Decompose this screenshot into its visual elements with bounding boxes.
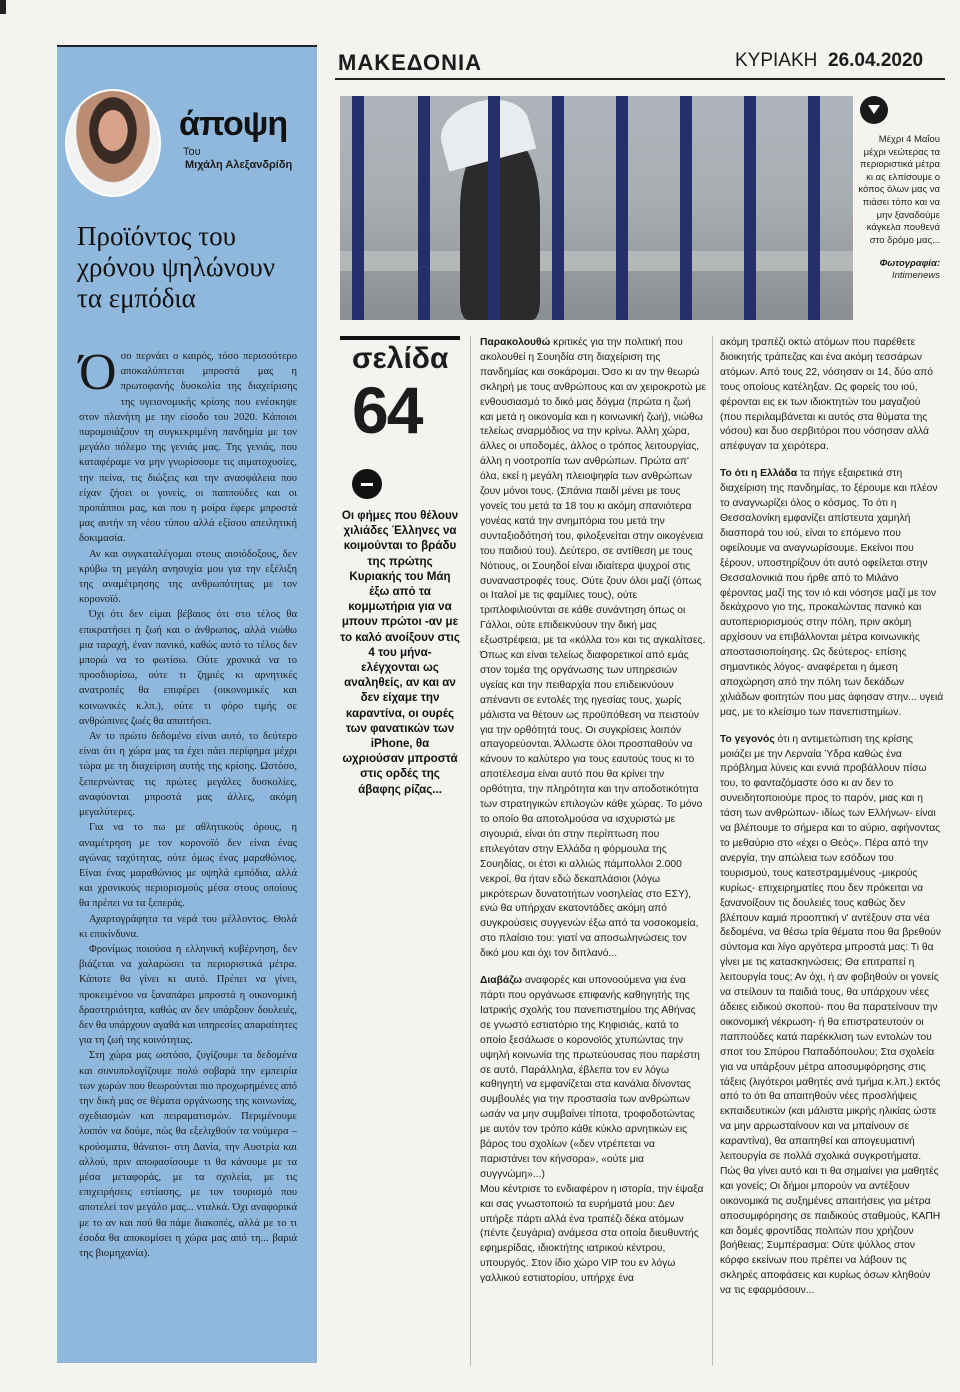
author-name: Μιχάλη Αλεξανδρίδη xyxy=(185,159,293,171)
header-rule xyxy=(335,78,945,80)
opinion-paragraph: Όχι ότι δεν είμαι βέβαιος ότι στο τέλος θα επικρατήσει η ζωή και ο άνθρωπος, αλλά νιώθω μια ταραχή, έναν πανικό, καθώς αυτό το τέλος δεν μπορώ να το φωτίσω. Ούτε χρονικά να το προσδιορίσω, ούτε τι ζημιές κι αρνητικές ανατροπές θα επιφέρει (οικονομικές και κοινωνικές κ.λπ.), ούτε τι φόρο τιμής σε ανθρώπινες ζωές θα απαιτήσει. xyxy=(79,609,297,727)
sidebar-rule xyxy=(340,336,460,340)
sidebar-text: Οι φήμες που θέλουν χιλιάδες Έλληνες να κοιμούνται το βράδυ της πρώτης Κυριακής του Μάη έξω από τα κομμωτήρια για να μπουν πρώτοι -αν με το καλό ανοίξουν στις 4 του μήνα- ελέγχονται ως αναληθείς, αν και αν δεν είχαμε την καραντίνα, οι ουρές των φανατικών των iPhone, θα ωχριούσαν μπροστά στις ορδές της άβαφης ρίζας... xyxy=(340,509,460,796)
fence-bar xyxy=(680,96,692,320)
fence-bar xyxy=(808,96,820,320)
column-divider xyxy=(712,336,713,1366)
byline-prefix: Του xyxy=(183,146,201,158)
photo-ground xyxy=(340,251,853,271)
opinion-paragraph: Στη χώρα μας ωστόσο, ζυγίζουμε τα δεδομένα και συνυπολογίζουμε πολύ σοβαρά την εμπειρία των χωρών που θεωρούνται πιο προχωρημένες από την δική μας σε θέματα οργάνωσης της κοινωνίας, σχεδιασμών και πειραματισμών. Περιμένουμε λοιπόν να δούμε, πώς θα εξελιχθούν τα νούμερα –κρούσματα, θάνατοι- στη Δανία, την Αυστρία και αλλού, πριν αποφασίσουμε τι θα κάνουμε με τα μέσα μεταφοράς, με τα σχολεία, με τις επιχειρήσεις εστίασης, με τον τουρισμό που αποτελεί τον μεγάλο μας... νταλκά. Όχι αναφορικά με το αν και πού θα πάμε διακοπές, αλλά με το τι έσοδα θα αποκομίσει η χώρα μας από τη... βαριά της βιομηχανία). xyxy=(79,1050,297,1259)
article-column-2 xyxy=(480,336,706,1299)
fence-bar xyxy=(418,96,430,320)
column-divider xyxy=(470,336,471,1366)
article-paragraph: Το γεγονός ότι η αντιμετώπιση της κρίσης μοιάζει με την Λερναία Ύδρα καθώς ένα πρόβλημα λύνεις και εννιά προβάλλουν πίσω του, το φανταζόμαστε όσο κι αν δεν το συνειδητοποιούμε προς το παρόν, μιας και η τάση των ανθρώπων- ιδίως των Ελλήνων- είναι να βλέπουμε το σήμερα και το αύριο, αφήνοντας το μεθαύριο στο «έχει ο Θεός». Πέρα από την ανεργία, την απώλεια των εσόδων του τουρισμού, τους κατεστραμμένους -μικρούς κυρίως- επιχειρηματίες που δεν πρόκειται να ξανανοίξουν τις δουλειές τους καθώς δεν βλέπουν καμιά προοπτική ν' αντέξουν στα νέα δεδομένα, να θέσω τρία θέματα που θα βρεθούν σύντομα και λίγο αργότερα μπροστά μας: Τι θα γίνει με τις κατασκηνώσεις; Θα επιτραπεί η λειτουργία τους; Αν όχι, ή αν φοβηθούν οι γονείς να στείλουν τα παιδιά τους, θα υπάρχουν νέες άδειες ειδικού σκοπού- που θα παρατείνουν την οικονομική νέκρωση- ή θα επιστρατευτούν οι παππούδες κατά παρέκκλιση των εντολών του σποτ του Σπύρου Παπαδόπουλου; Στα σχολεία για να υπάρξουν μέτρα αποσυμφόρησης στις τάξεις (λιγότεροι μαθητές ανά τμήμα κ.λπ.) εκτός από το ότι θα απαιτηθούν νέες προσλήψεις εκπαιδευτικών (και μάλιστα μικρής ηλικίας ώστε να μην αρρωσταίνουν και να μπαίνουν σε καραντίνα), θα απαιτηθεί και απογευματινή λειτουργία σε πολλά σχολικά συγκροτήματα. Πώς θα γίνει αυτό και τι θα σημαίνει για μαθητές και γονείς; Οι δήμοι μπορούν να αντέξουν οικονομικά τις αυξημένες απαιτήσεις για μέτρα αποσυμφόρησης σε παιδικούς σταθμούς, ΚΑΠΗ και δομές φροντίδας πολιτών που χρήζουν βοήθειας; Συμπέρασμα: Ούτε ψύλλος στον κόρφο εκείνων που πρέπει να λάβουν τις σκληρές αποφάσεις και κυρίως όσων κληθούν να τις εφαρμόσουν... xyxy=(720,733,941,1297)
opinion-paragraph: Όσο περνάει ο καιρός, τόσο περισσότερο αποκαλύπτεται μπροστά μας η πρωτοφανής δυσκολία της διαχείρισης της υγειονομικής κρίσης που ενέσκηψε στον πλανήτη με την είσοδο του 2020. Κάποιοι παρομοιάζουν τη συγκεκριμένη πανδημία με τον μεγάλο πόλεμο της γενιάς μας. Της γενιάς, που καταφέραμε να μην γνωρίσουμε τις αιματοχυσίες, την πείνα, τις διώξεις και την ανασφάλεια που είχαν ζήσει οι γονείς, οι παππούδες και οι προπάπποι μας, και που η μοίρα έφερε μπροστά μας αυτήν τη νέου τύπου αλλά εξίσου απειλητική δοκιμασία. xyxy=(79,344,297,545)
opinion-paragraph: Αν και συγκαταλέγομαι στους αισιόδοξους, δεν κρύβω τη μεγάλη ανησυχία μου για την εξέλιξη της αναμέτρησης της ανθρωπότητας με τον κορονοϊό. xyxy=(79,548,297,606)
drop-cap: Ό xyxy=(79,344,117,401)
opinion-body xyxy=(79,344,297,1261)
issue-date: 26.04.2020 xyxy=(828,50,924,71)
main-photo xyxy=(340,96,853,320)
fence-bar xyxy=(352,96,364,320)
section-title: ΜΑΚΕΔΟΝΙΑ xyxy=(338,50,482,75)
photo-credit: Intimenews xyxy=(891,270,940,281)
minus-icon xyxy=(352,469,382,499)
article-paragraph: Διαβάζω αναφορές και υπονοούμενα για ένα πάρτι που οργάνωσε επιφανής καθηγητής της Ιατρικής σχολής του πανεπιστημίου της Αθήνας σε γνωστό εστιατόριο της Κηφισιάς, κατά το οποίο ξεσάλωσε ο κορονοϊός χτυπώντας την υψηλή κοινωνία της πρωτεύουσας που παρέστη σε αυτό. Παράλληλα, έβλεπα τον εν λόγω καθηγητή να εμφανίζεται στα κανάλια δίνοντας συμβουλές για την προστασία των ανθρώπων ωσάν να μην συμβαίνει τίποτα, τροφοδοτώντας με αυτόν τον τρόπο κάθε κύκλο αρνητικών εις βάρος του σχολίων («δεν ντρέπεται να παριστάνει τον κήνσορα», «ούτε μια συγγνώμη»...) xyxy=(480,975,700,1180)
opinion-paragraph: Για να το πω με αθλητικούς όρους, η αναμέτρηση με τον κορονοϊό δεν είναι ένας αγώνας ταχύτητας, ούτε όμως ένας μαραθώνιος. Είναι ένας μαραθώνιος με υψηλά εμπόδια, αλλά και χρονικούς περιορισμούς μέσα στους οποίους θα πρέπει να τα ξεπεράς. xyxy=(79,822,297,910)
fence-bar xyxy=(488,96,500,320)
issue-day: ΚΥΡΙΑΚΗ xyxy=(735,50,818,71)
photo-credit-label: Φωτογραφία: xyxy=(879,258,940,269)
opinion-paragraph: Αχαρτογράφητα τα νερά του μέλλοντος. Θολά κι επικίνδυνα. xyxy=(79,913,297,940)
article-paragraph: Παρακολουθώ κριτικές για την πολιτική που ακολουθεί η Σουηδία στη διαχείριση της πανδημίας και σοκάρομαι. Όσο κι αν την θεωρώ σκληρή με τους ανθρώπους και αν χειροκροτώ με ενθουσιασμό το δικό μας δόγμα (πρώτα η ζωή και μετά η οικονομία και η κοινωνική ζωή), νιώθω τελείως αναρμόδιος να την κρίνω. Άλλη χώρα, άλλες οι υποδομές, άλλος ο τρόπος λειτουργίας, άλλη η νοοτροπία των ανθρώπων. Πρώτα απ' όλα, εκεί η μεγάλη πλειοψηφία των ανθρώπων ζουν μόνοι τους. (Σπάνια παιδί μένει με τους γονείς του μετά τα 18 του κι ακόμη σπανιότερα γονέας κατά την ανημπόρια του μετά την συνταξιοδότησή του, φιλοξενείται στην οικογένεια του παιδιού του). Δεύτερο, σε αντίθεση με τους Νότιους, οι Σουηδοί είναι ιδιαίτερα ψυχροί στις συναναστροφές τους. Ούτε ζουν όλοι μαζί (όπως οι Ιταλοί με τις φαμίλιες τους), ούτε τριπλοφιλιούνται σε κάθε συνάντηση όπως οι Γάλλοι, ούτε επιδεικνύουν την δική μας εξωστρέφεια, με τα «κόλλα το» και τις αγκαλίτσες. xyxy=(480,337,706,647)
photo-caption: Μέχρι 4 Μαΐου μέχρι νεώτερας τα περιοριστικά μέτρα κι ας ελπίσουμε ο κόπος όλων μας να πιάσει τόπο και να μην ξαναδούμε κάγκελα πουθενά στο δρόμο μας... xyxy=(858,134,940,246)
opinion-column xyxy=(57,45,317,1363)
opinion-headline: Προϊόντος του χρόνου ψηλώνουν τα εμπόδια xyxy=(77,221,275,313)
sidebar-title: σελίδα xyxy=(352,342,449,375)
fence-bar xyxy=(552,96,564,320)
opinion-paragraph: Φρονίμως ποιούσα η ελληνική κυβέρνηση, δεν βιάζεται να χαλαρώσει τα περιοριστικά μέτρα. Κάποτε θα γίνει κι αυτό. Πρέπει να γίνει, προκειμένου να ξαναπάρει μπροστά η οικονομική δραστηριότητα, καθώς αν δεν υπάρξουν δουλειές, δεν θα υπάρχουν αγαθά και υπηρεσίες απαραίτητες για τη ζωή της κοινότητας. xyxy=(79,943,297,1047)
opinion-paragraph: Αν το πρώτο δεδομένο είναι αυτό, το δεύτερο είναι ότι η χώρα μας τα έχει πάει περίφημα μέχρι τώρα με τη διαχείριση αυτής της κρίσης. Ωστόσο, ξεπερνώντας τις πρώτες μεγάλες δυσκολίες, αναφύονται μπροστά μας άλλες, ακόμη μεγαλύτερες. xyxy=(79,731,297,819)
article-paragraph: Το ότι η Ελλάδα τα πήγε εξαιρετικά στη διαχείριση της πανδημίας, το ξέρουμε και πλέον το αναγνωρίζει όλος ο κόσμος. Το ότι η Θεσσαλονίκη εμφανίζει απίστευτα χαμηλή διασπορά του ιού, είναι το επόμενο που οφείλουμε να αναγνωρίσουμε. Εκείνοι που ξέρουν, υποστηρίζουν ότι αυτό οφείλεται στην Θεσσαλονικιά που ήρθε από το Μιλάνο φέροντας μαζί της τον ιό και νόσησε μαζί με τον δεκάχρονο γιο της, προκαλώντας πανικό και αυτοπεριορισμούς στην πόλη, πριν ακόμη αρχίσουν να επιβάλλονται μέτρα κοινωνικής αποστασιοποίησης. Ως δεύτερος- επίσης σημαντικός λόγος- αναφέρεται η άμεση αποχώρηση από την πόλη των δεκάδων χιλιάδων φοιτητών που μας άφησαν στην... υγειά μας, με το κλείσιμο των πανεπιστημίων. xyxy=(720,468,944,718)
sidebar-number: 64 xyxy=(352,373,422,447)
article-paragraph: Όπως και είναι τελείως διαφορετικοί από εμάς στον τομέα της οργάνωσης των υπηρεσιών υγείας και την πειθαρχία που επιδεικνύουν απέναντι σε εντολές της ηγεσίας τους, χωρίς μάλιστα να θέτουν ως προϋπόθεση να πειστούν για την ορθότητά τους. Οι συγκρίσεις λοιπόν απαγορεύονται. Άλλωστε όλοι προσπαθούν να κάνουν το καλύτερο για τους εαυτούς τους κι το αποτέλεσμα είναι αυτό που θα κρίνει την ορθότητα, την πληρότητα και την αποδοτικότητα των στρατηγικών επιλογών κάθε χώρας. Το μόνο το οποίο θα αποτολμούσα να ισχυριστώ με σιγουριά, είναι ότι στην περίπτωση που επιλεγόταν στην Ελλάδα η φόρμουλα της Σουηδίας, οι έτσι κι αλλιώς πάμπολλοι 2.000 νεκροί, θα ήταν εδώ δεκαπλάσιοι (λόγω μικρότερων δυνατοτήτων νοσηλείας στο ΕΣΥ), ενώ θα υπήρχαν εκατοντάδες ακόμη από συγκρούσεις συγγενών έξω από τα νοσοκομεία, στο πλαίσιο του: γιατί να αποσωληνώσεις τον δικό μου και όχι τον διπλανό... xyxy=(480,650,703,960)
article-column-3 xyxy=(720,336,944,1311)
page-edge-mark xyxy=(0,0,6,14)
fence-bar xyxy=(744,96,756,320)
opinion-label: άποψη xyxy=(179,105,288,143)
author-photo xyxy=(65,89,161,197)
arrow-down-icon xyxy=(860,96,888,124)
article-paragraph: Μου κέντρισε το ενδιαφέρον η ιστορία, την έψαξα και σας γνωστοποιώ τα ευρήματά μου: Δεν υπήρξε πάρτι αλλά ένα τραπέζι δέκα ατόμων (πέντε ζευγάρια) ανάμεσα στα οποία διευθυντής εφημερίδας, ιδιοκτήτης ιατρικού κέντρου, υπουργός. Στον ίδιο χώρο VIP του εν λόγω γαλλικού εστιατορίου, υπήρχε ένα xyxy=(480,1183,704,1285)
article-paragraph: ακόμη τραπέζι οκτώ ατόμων που παρέθετε διοικητής τράπεζας και ένα ακόμη τεσσάρων ατόμων. Από τους 22, νόσησαν οι 14, δύο από τους οποίους κατέληξαν. Ως φορείς του ιού, φέρονται εις εκ των ιδιοκτητών του μαγαζιού (που περιλαμβάνεται κι αυτός στα θύματα της νόσου) και δυο σερβιτόροι που νόσησαν αλλά απέφυγαν τα χειρότερα. xyxy=(720,337,933,453)
fence-bar xyxy=(616,96,628,320)
